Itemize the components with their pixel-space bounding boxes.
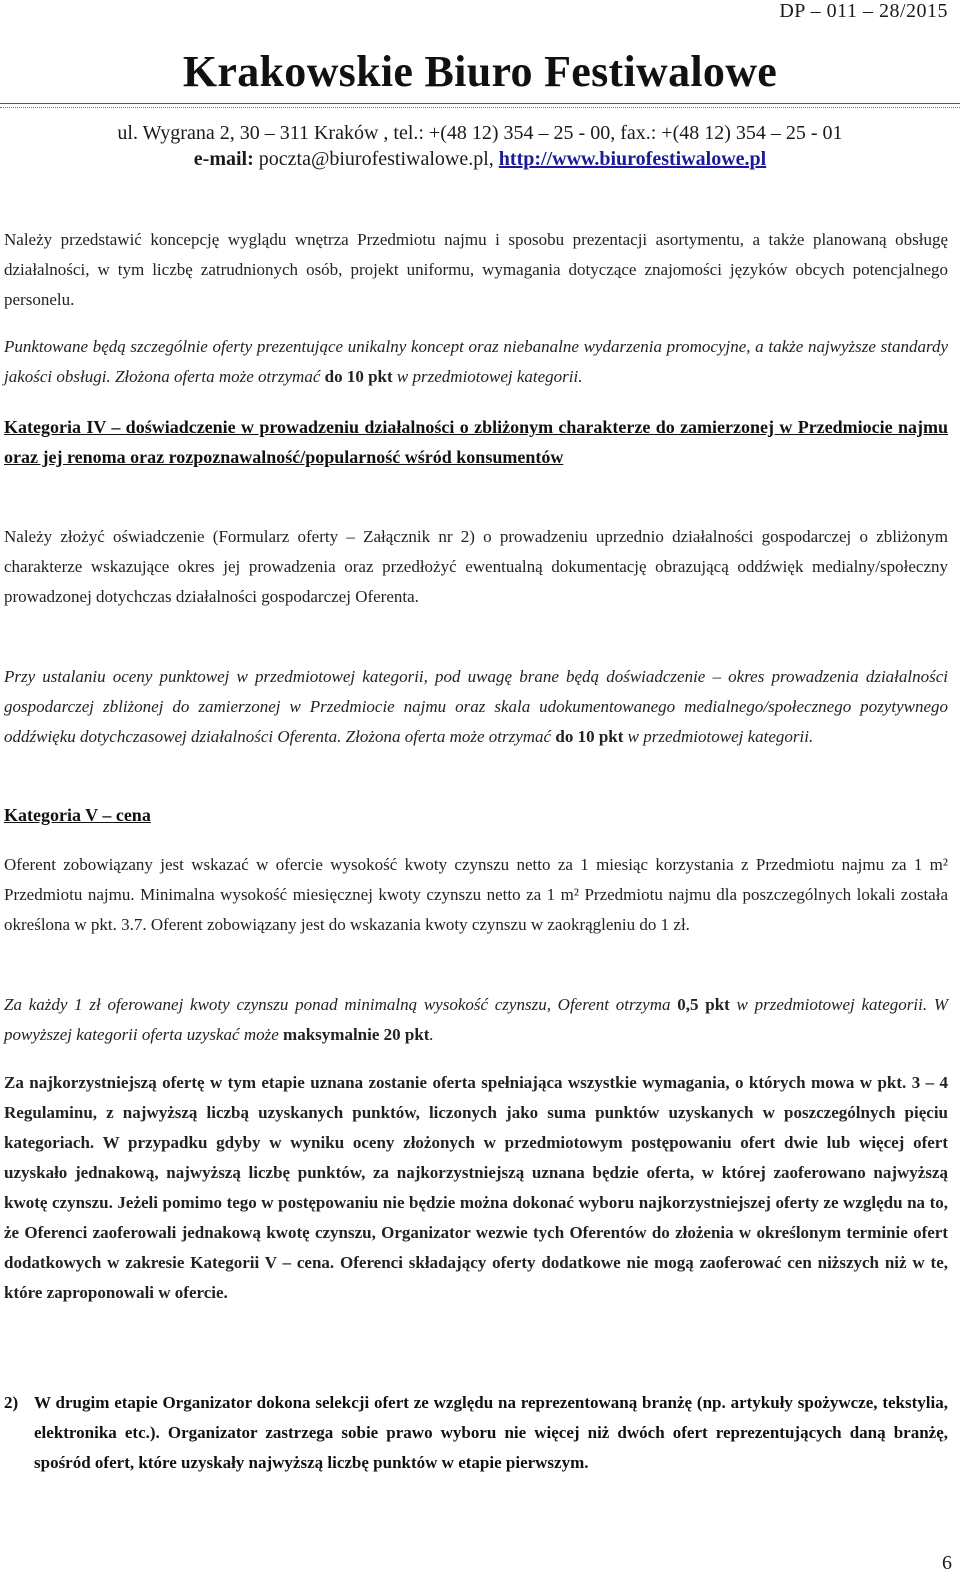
paragraph-scoring-price-middle: w przedmiotowej kategorii. W powyższej kategorii oferta uzyskać może <box>4 995 948 1044</box>
paragraph-best-offer: Za najkorzystniejszą ofertę w tym etapie uznana zostanie oferta spełniająca wszystkie wymagania, o których mowa w pkt. 3 – 4 Regulaminu, z najwyższą liczbą uzyskanych punktów, liczonych jako suma punktów uzyskanych w poszczególnych pięciu kategoriach. W przypadku gdyby w wyniku oceny złożonych w przedmiotowym postępowaniu ofert dwie lub więcej ofert uzyskało jednakową, najwyższą liczbę punktów, za najkorzystniejszą uznana będzie oferta, w której zaoferowano najwyższą kwotę czynszu. Jeżeli pomimo tego w postępowaniu nie będzie można dokonać wyboru najkorzystniejszej oferty ze względu na to, że Oferenci zaoferowali jednakową kwotę czynszu, Organizator wezwie tych Oferentów do złożenia w określonym terminie ofert dodatkowych w zakresie Kategorii V – cena. Oferenci składający oferty dodatkowe nie mogą zaoferować cen niższych niż w te, które zaproponowali w ofercie. <box>4 1073 948 1302</box>
contact-line <box>0 146 960 172</box>
paragraph-scoring-price-text: Za każdy 1 zł oferowanej kwoty czynszu ponad minimalną wysokość czynszu, Oferent otrzyma <box>4 995 678 1014</box>
paragraph-experience-statement: Należy złożyć oświadczenie (Formularz oferty – Załącznik nr 2) o prowadzeniu uprzednio działalności gospodarczej o zbliżonym charakterze wskazujące okres jej prowadzenia oraz przedłożyć ewentualną dokumentację obrazującą oddźwięk medialny/społeczny prowadzonej dotychczas działalności gospodarczej Oferenta. <box>4 527 948 606</box>
organization-name: Krakowskie Biuro Festiwalowe <box>182 47 778 96</box>
email-address[interactable]: poczta@biurofestiwalowe.pl, <box>253 148 499 170</box>
header-divider <box>0 103 960 104</box>
category-5-heading: Kategoria V – cena <box>4 805 151 825</box>
email-label: e-mail: <box>193 148 254 170</box>
points-highlight: do 10 pkt <box>324 367 393 386</box>
paragraph-scoring-concept-tail: w przedmiotowej kategorii. <box>392 367 583 386</box>
website-link[interactable]: http://www.biurofestiwalowe.pl <box>498 148 767 170</box>
max-points-highlight: maksymalnie 20 pkt <box>283 1025 430 1044</box>
paragraph-price: Oferent zobowiązany jest wskazać w ofercie wysokość kwoty czynszu netto za 1 miesiąc korzystania z Przedmiotu najmu za 1 m² Przedmiotu najmu. Minimalna wysokość miesięcznej kwoty czynszu netto za 1 m² Przedmiotu najmu dla poszczególnych lokali została określona w pkt. 3.7. Oferent zobowiązany jest do wskazania kwoty czynszu w zaokrągleniu do 1 zł. <box>4 855 948 934</box>
list-item-number: 2) <box>4 1393 19 1412</box>
category-4-heading: Kategoria IV – doświadczenie w prowadzeniu działalności o zbliżonym charakterze do zamierzonej w Przedmiocie najmu oraz jej renoma oraz rozpoznawalność/popularność wśród konsumentów <box>4 417 948 467</box>
header-divider-dotted <box>0 107 960 108</box>
paragraph-scoring-price-end: . <box>429 1025 434 1044</box>
list-item <box>4 1388 948 1478</box>
paragraph-scoring-experience-text: Przy ustalaniu oceny punktowej w przedmiotowej kategorii, pod uwagę brane będą doświadczenie – okres prowadzenia działalności gospodarczej zbliżonej do zamierzonej w Przedmiocie najmu oraz skala udokumentowanego medialnego/społecznego pozytywnego oddźwięku dotychczasowej działalności Oferenta. Złożona oferta może otrzymać <box>4 667 948 746</box>
points-highlight: 0,5 pkt <box>677 995 730 1014</box>
paragraph-scoring-concept-text: Punktowane będą szczególnie oferty prezentujące unikalny koncept oraz niebanalne wydarzenia promocyjne, a także najwyższe standardy jakości obsługi. Złożona oferta może otrzymać <box>4 337 948 386</box>
paragraph-scoring-experience <box>4 662 948 752</box>
document-reference: DP – 011 – 28/2015 <box>779 0 948 22</box>
list-item-text: W drugim etapie Organizator dokona selekcji ofert ze względu na reprezentowaną branżę (np. artykuły spożywcze, tekstylia, elektronika etc.). Organizator zastrzega sobie prawo wyboru nie więcej niż dwóch ofert reprezentujących daną branżę, spośród ofert, które uzyskały najwyższą liczbę punktów w etapie pierwszym. <box>34 1393 948 1472</box>
points-highlight: do 10 pkt <box>555 727 624 746</box>
paragraph-scoring-experience-tail: w przedmiotowej kategorii. <box>623 727 814 746</box>
paragraph-concept: Należy przedstawić koncepcję wyglądu wnętrza Przedmiotu najmu i sposobu prezentacji asortymentu, a także planowaną obsługę działalności, w tym liczbę zatrudnionych osób, projekt uniformu, wymagania dotyczące znajomości języków obcych potencjalnego personelu. <box>4 230 948 309</box>
paragraph-scoring-price <box>4 990 948 1050</box>
address-line: ul. Wygrana 2, 30 – 311 Kraków , tel.: +(48 12) 354 – 25 - 00, fax.: +(48 12) 354 – 25 - 01 <box>117 122 843 144</box>
page-number: 6 <box>942 1552 952 1574</box>
paragraph-scoring-concept <box>4 332 948 392</box>
